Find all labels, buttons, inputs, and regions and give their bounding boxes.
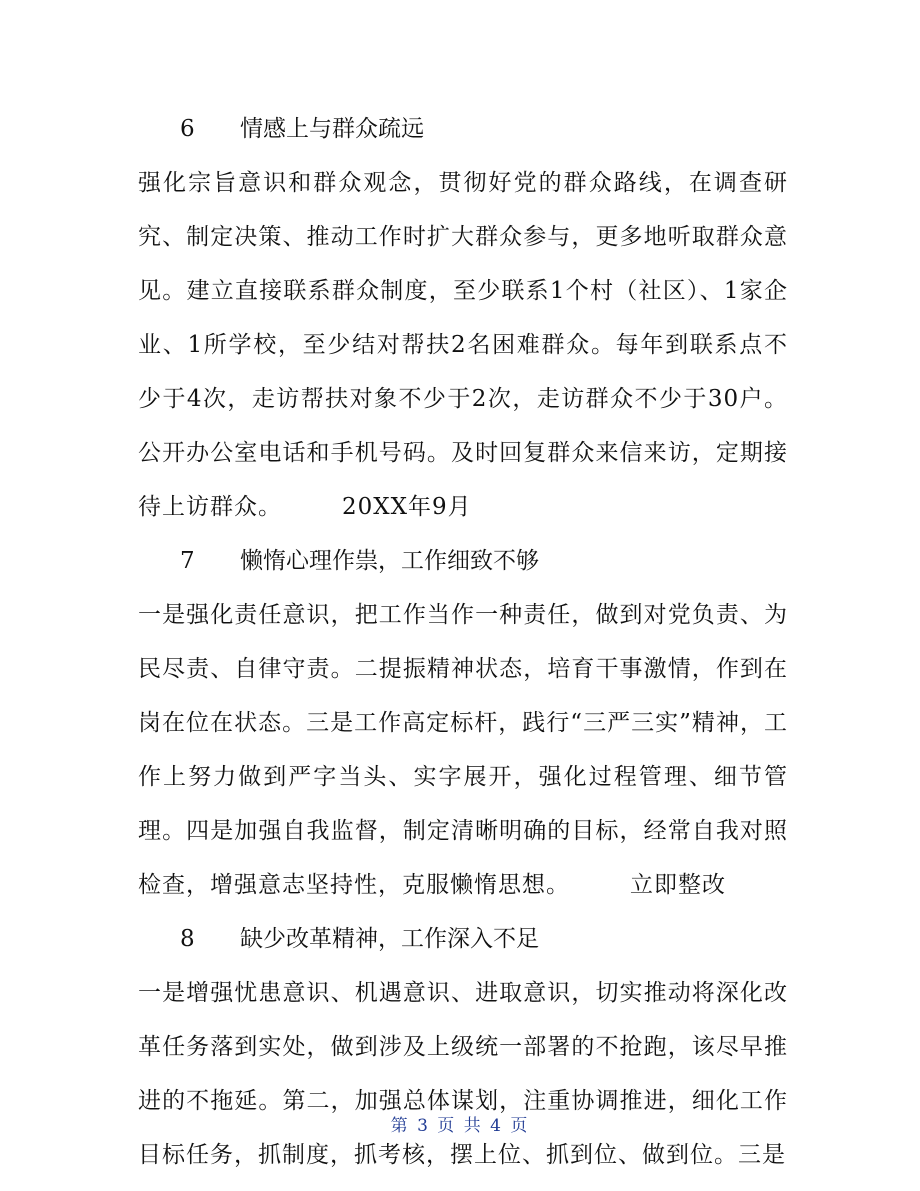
section-number: 8 <box>180 926 195 952</box>
section-number: 6 <box>180 116 195 142</box>
section-body-8 <box>138 966 788 1182</box>
section-title: 懒惰心理作祟，工作细致不够 <box>240 548 539 574</box>
document-content <box>138 102 788 1182</box>
section-body-7 <box>138 588 788 912</box>
section-heading-7 <box>138 534 788 588</box>
section-heading-8 <box>138 912 788 966</box>
page-footer: 第 3 页 共 4 页 <box>390 1116 530 1136</box>
section-body-text: 一是增强忧患意识、机遇意识、进取意识，切实推动将深化改革任务落到实处，做到涉及上级统一部署的不抢跑，该尽早推进的不拖延。第二，加强总体谋划，注重协调推进，细化工作目标任务，抓制度，抓考核，摆上位、抓到位、做到位。三是 <box>138 980 788 1168</box>
section-deadline-note: 立即整改 <box>630 872 726 898</box>
section-body-text: 一是强化责任意识，把工作当作一种责任，做到对党负责、为民尽责、自律守责。二提振精神状态，培育干事激情，作到在岗在位在状态。三是工作高定标杆，践行“三严三实”精神，工作上努力做到严字当头、实字展开，强化过程管理、细节管理。四是加强自我监督，制定清晰明确的目标，经常自我对照检查，增强意志坚持性，克服懒惰思想。 <box>138 602 788 898</box>
section-title: 缺少改革精神，工作深入不足 <box>240 926 539 952</box>
section-body-text: 强化宗旨意识和群众观念，贯彻好党的群众路线，在调查研究、制定决策、推动工作时扩大群众参与，更多地听取群众意见。建立直接联系群众制度，至少联系1个村（社区）、1家企业、1所学校，至少结对帮扶2名困难群众。每年到联系点不少于4次，走访帮扶对象不少于2次，走访群众不少于30户。公开办公室电话和手机号码。及时回复群众来信来访，定期接待上访群众。 <box>138 170 788 520</box>
section-heading-6 <box>138 102 788 156</box>
section-title: 情感上与群众疏远 <box>240 116 424 142</box>
section-number: 7 <box>180 548 195 574</box>
section-body-6 <box>138 156 788 534</box>
section-date-note: 20XX年9月 <box>342 494 472 520</box>
